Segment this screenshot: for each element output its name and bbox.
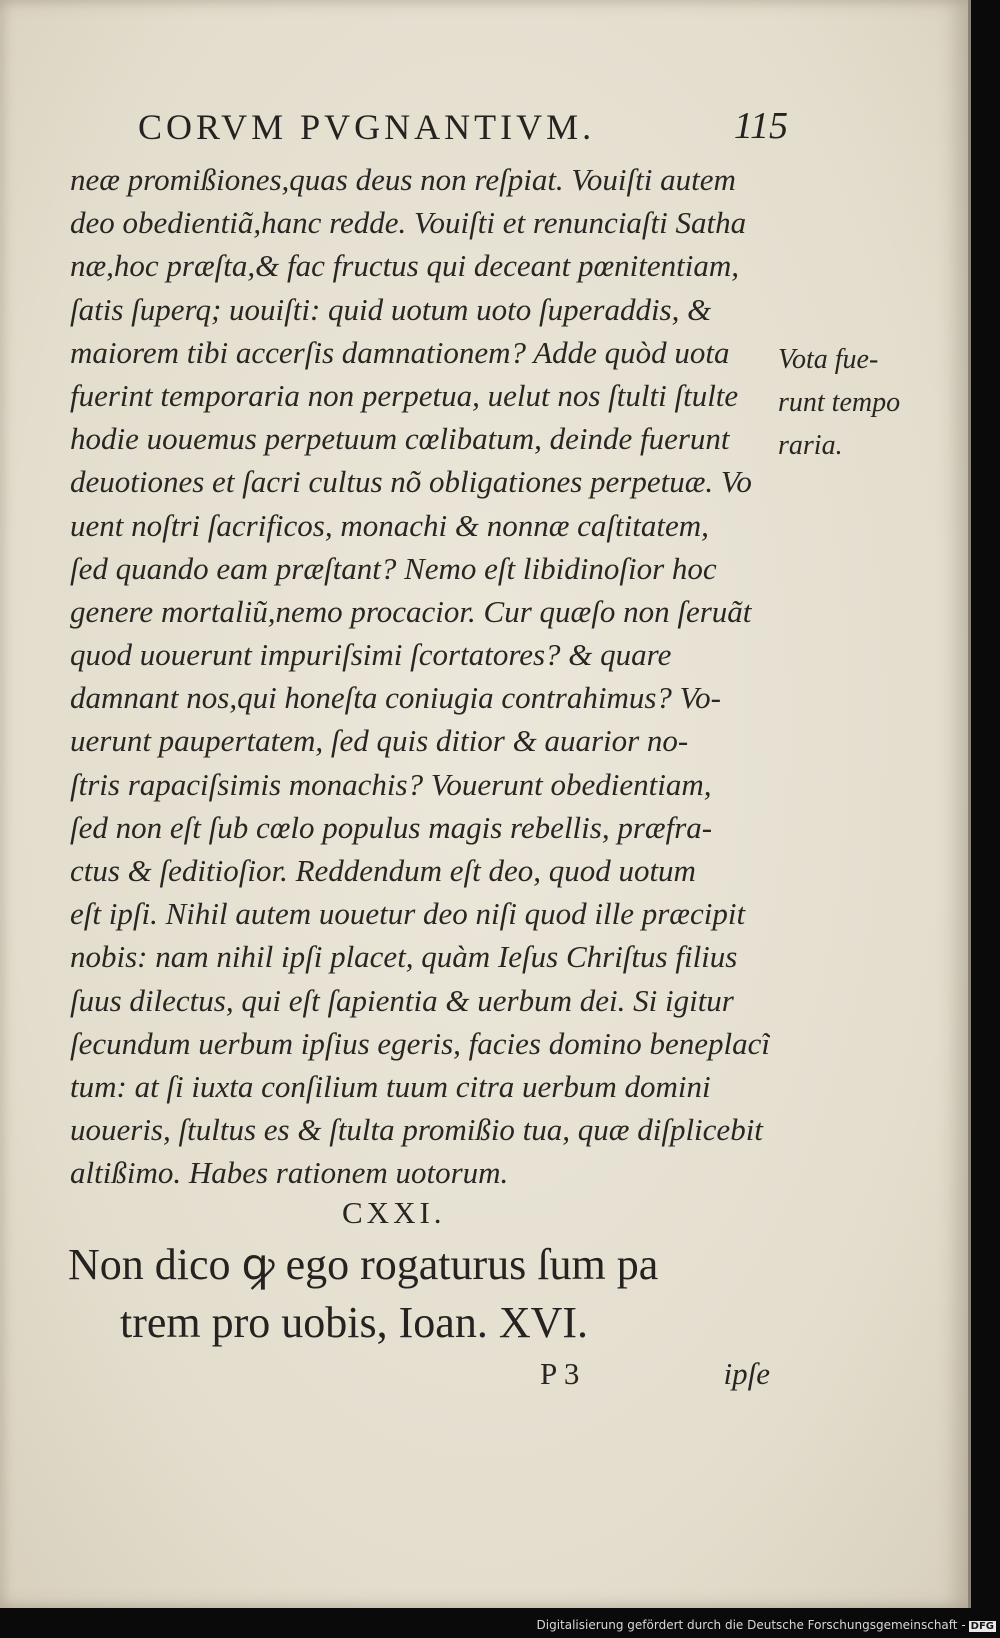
text-line: uent noſtri ſacrificos, monachi & nonnæ caſtitatem, bbox=[70, 507, 709, 543]
section-heading bbox=[68, 1236, 768, 1352]
credit-text: Digitalisierung gefördert durch die Deutsche Forschungsgemeinschaft - bbox=[536, 1618, 966, 1632]
text-line: ſtris rapaciſsimis monachis? Vouerunt obedientiam, bbox=[70, 766, 712, 802]
heading-line: trem pro uobis, Ioan. XVI. bbox=[120, 1298, 589, 1347]
margin-note bbox=[778, 338, 928, 467]
page-header bbox=[138, 106, 788, 146]
text-line: genere mortaliũ,nemo procacior. Cur quæſo non ſeruãt bbox=[70, 593, 752, 629]
text-line: næ,hoc præſta,& fac fructus qui deceant pœnitentiam, bbox=[70, 248, 740, 284]
body-text bbox=[70, 158, 770, 1195]
text-line: ctus & ſeditioſior. Reddendum eſt deo, quod uotum bbox=[70, 853, 696, 888]
digitization-credit bbox=[537, 1618, 997, 1632]
text-line: ſecundum uerbum ipſius egeris, facies domino beneplacĩ bbox=[70, 1025, 770, 1061]
page-footer bbox=[540, 1356, 770, 1396]
text-line: altißimo. Habes rationem uotorum. bbox=[70, 1155, 509, 1191]
catchword: ipſe bbox=[723, 1356, 770, 1391]
running-head: CORVM PVGNANTIVM. bbox=[138, 107, 596, 147]
margin-note-line: raria. bbox=[778, 430, 843, 461]
text-line: quod uouerunt impuriſsimi ſcortatores? & quare bbox=[70, 637, 672, 673]
text-line: deo obedientiã,hanc redde. Vouiſti et renunciaſti Satha bbox=[70, 205, 747, 241]
section-number: CXXI. bbox=[342, 1195, 446, 1230]
text-line: ſatis ſuperq; uouiſti: quid uotum uoto ſuperaddis, & bbox=[70, 291, 712, 327]
text-line: neæ promißiones,quas deus non reſpiat. Vouiſti autem bbox=[70, 162, 736, 197]
text-line: nobis: nam nihil ipſi placet, quàm Ieſus Chriſtus filius bbox=[70, 939, 738, 975]
text-line: ſed quando eam præſtant? Nemo eſt libidinoſior hoc bbox=[70, 550, 717, 586]
page-number: 115 bbox=[733, 105, 788, 147]
signature-mark: P 3 bbox=[540, 1356, 580, 1391]
heading-line: Non dico ꝙ ego rogaturus ſum pa bbox=[68, 1240, 659, 1289]
dfg-logo: DFG bbox=[970, 1621, 994, 1632]
text-line: hodie uouemus perpetuum cœlibatum, deinde fuerunt bbox=[70, 421, 730, 457]
text-line: deuotiones et ſacri cultus nõ obligationes perpetuæ. Vo bbox=[70, 464, 752, 500]
text-line: uerunt paupertatem, ſed quis ditior & auarior no- bbox=[70, 723, 689, 759]
text-line: maiorem tibi accerſis damnationem? Adde quòd uota bbox=[70, 334, 730, 370]
margin-note-line: Vota fue- bbox=[778, 344, 879, 375]
text-line: fuerint temporaria non perpetua, uelut nos ſtulti ſtulte bbox=[70, 377, 739, 413]
text-line: uoueris, ſtultus es & ſtulta promißio tua, quæ diſplicebit bbox=[70, 1112, 763, 1148]
text-line: ſuus dilectus, qui eſt ſapientia & uerbum dei. Si igitur bbox=[70, 982, 734, 1018]
margin-note-line: runt tempo bbox=[778, 387, 901, 418]
text-line: damnant nos,qui honeſta coniugia contrahimus? Vo- bbox=[70, 680, 721, 716]
text-line: ſed non eſt ſub cœlo populus magis rebellis, præfra- bbox=[70, 809, 713, 845]
text-line: tum: at ſi iuxta conſilium tuum citra uerbum domini bbox=[70, 1068, 711, 1104]
text-line: eſt ipſi. Nihil autem uouetur deo niſi quod ille præcipit bbox=[70, 896, 746, 932]
